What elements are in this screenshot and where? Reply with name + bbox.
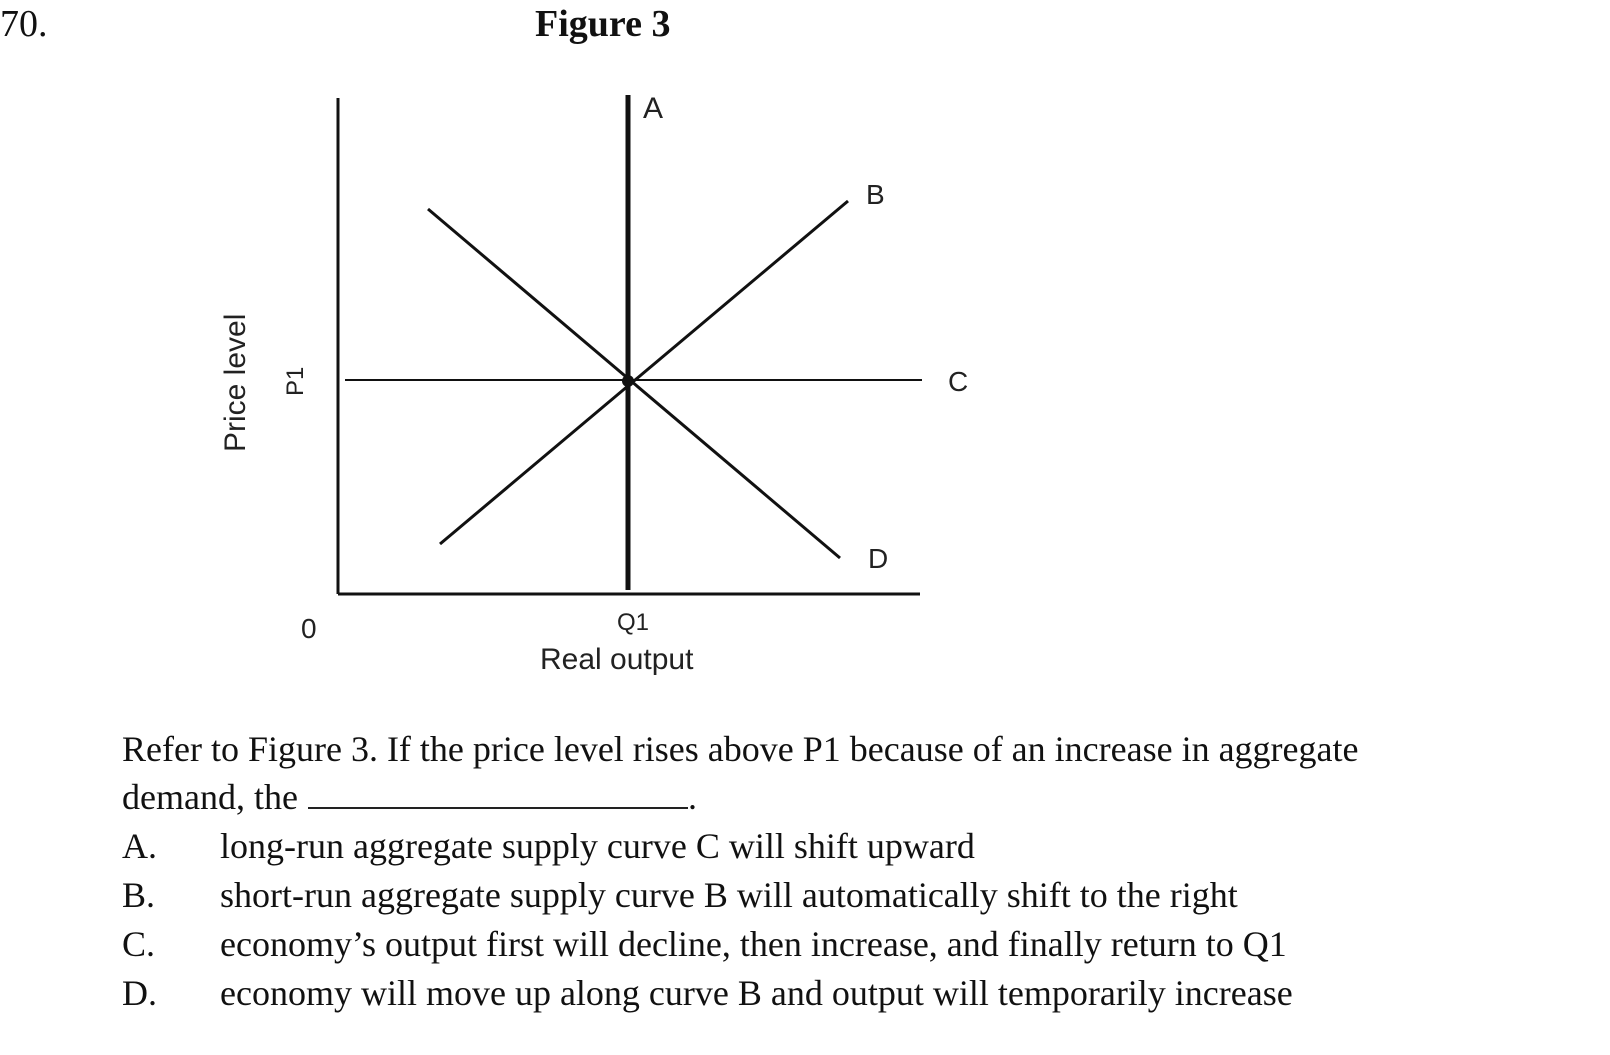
curve-b-label: B — [866, 179, 885, 210]
option-d-text: economy will move up along curve B and output will temporarily increase — [220, 973, 1293, 1013]
option-a-letter: A. — [122, 826, 157, 866]
option-c[interactable] — [122, 920, 1602, 969]
question-number: 70. — [0, 3, 48, 45]
curve-c-label: C — [948, 366, 969, 397]
option-d-letter-highlighted: D. — [122, 969, 220, 1018]
option-a-text: long-run aggregate supply curve C will shift upward — [220, 826, 975, 866]
answer-blank-end: . — [687, 777, 697, 817]
option-d[interactable] — [122, 969, 1602, 1018]
x-axis-title: Real output — [540, 643, 694, 676]
option-b-text: short-run aggregate supply curve B will automatically shift to the right — [220, 875, 1238, 915]
option-b-letter: B. — [122, 875, 156, 915]
curve-d-label: D — [868, 543, 889, 574]
option-c-text: economy’s output first will decline, then increase, and finally return to Q1 — [220, 924, 1287, 964]
y-axis-title: Price level — [219, 313, 252, 452]
origin-label: 0 — [301, 613, 317, 644]
curve-a-label: A — [643, 92, 664, 125]
x-tick-q1: Q1 — [617, 609, 650, 636]
y-tick-p1: P1 — [282, 366, 309, 396]
answer-blank — [308, 777, 688, 809]
question-stem — [122, 725, 1602, 821]
question-stem-line-2-text: demand, the — [122, 777, 298, 817]
question-stem-line-2 — [122, 773, 1602, 821]
option-a[interactable] — [122, 822, 1602, 871]
equilibrium-point — [622, 375, 634, 387]
option-b[interactable] — [122, 871, 1602, 920]
figure-title: Figure 3 — [535, 3, 671, 45]
curve-b — [440, 201, 848, 544]
answer-options — [122, 822, 1602, 1018]
question-stem-line-1: Refer to Figure 3. If the price level rises above P1 because of an increase in aggregate — [122, 729, 1359, 769]
option-c-letter: C. — [122, 924, 156, 964]
